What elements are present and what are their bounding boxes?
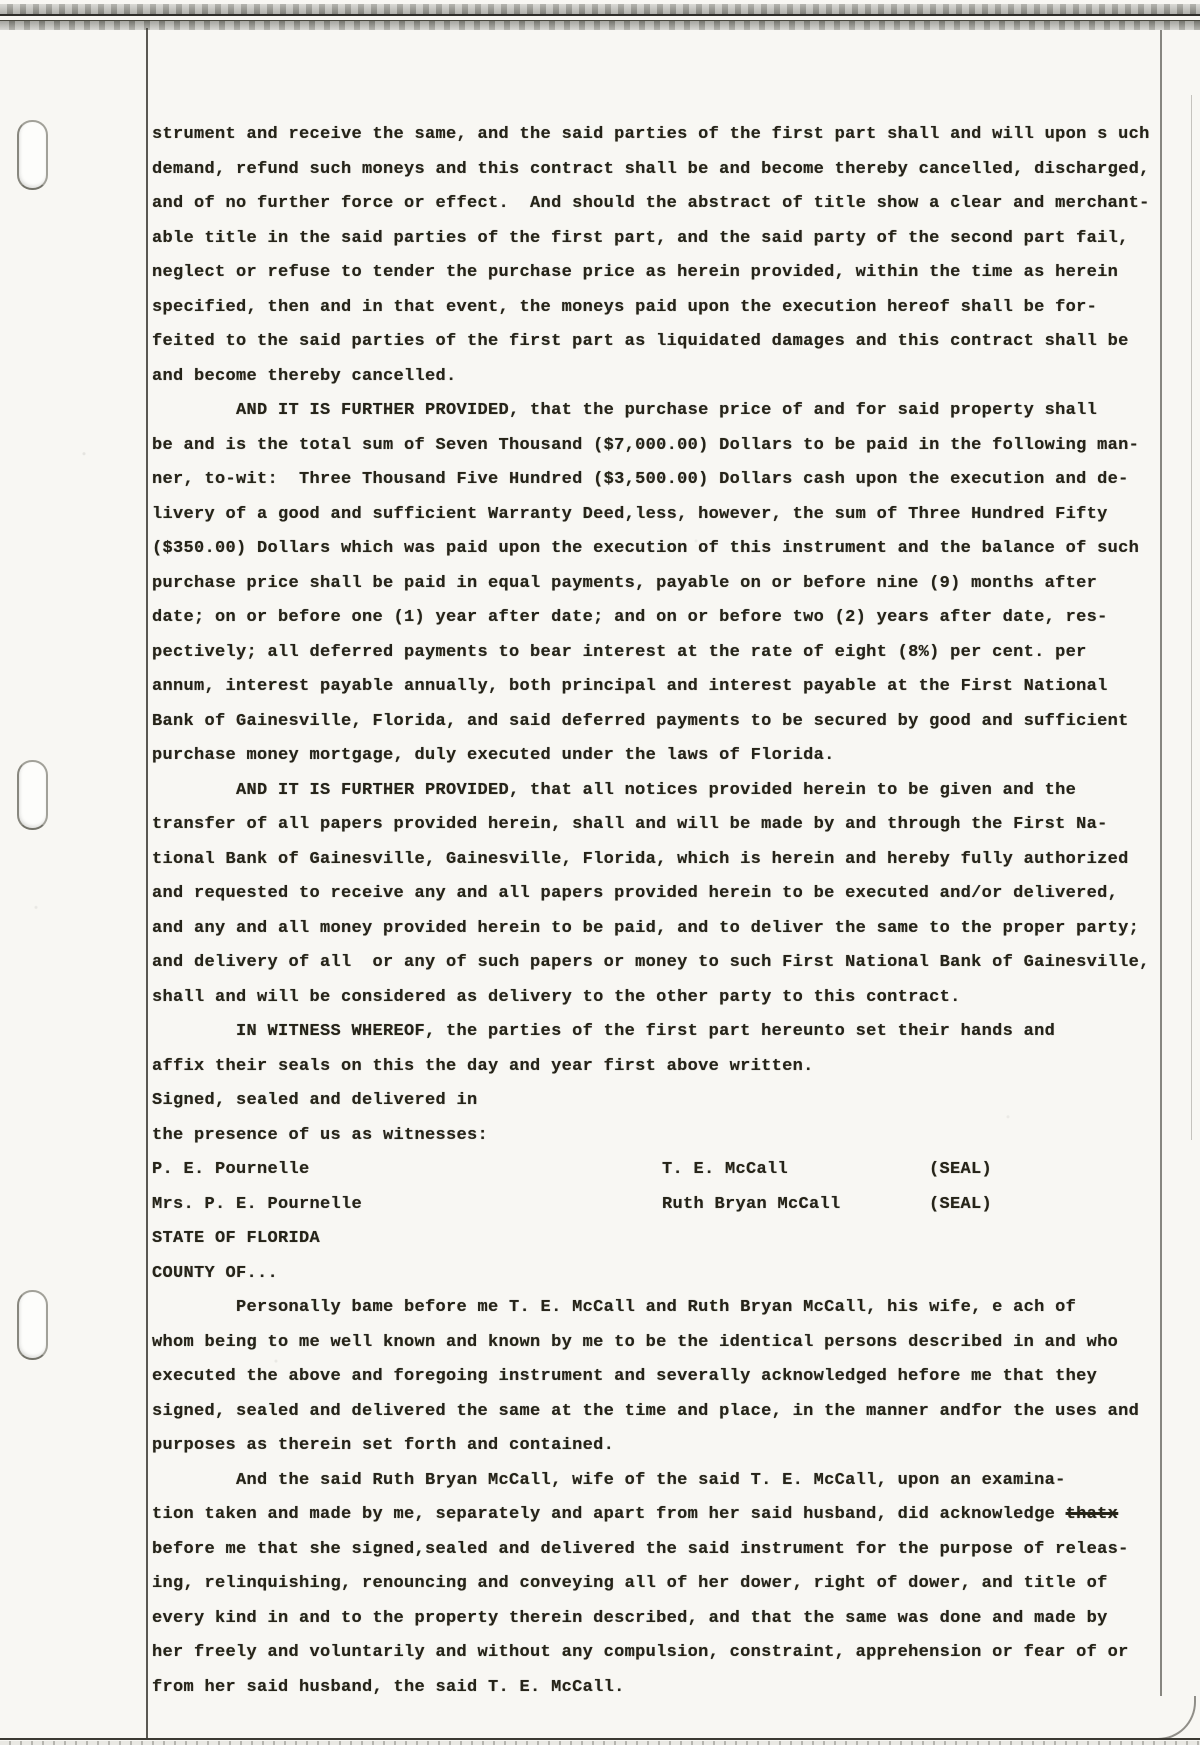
document-line: purposes as therein set forth and contained.	[152, 1436, 615, 1455]
document-line: whom being to me well known and known by me to be the identical persons described in and who	[152, 1332, 1119, 1352]
document-line: purchase price shall be paid in equal payments, payable on or before nine (9) months after	[152, 573, 1098, 593]
signature-text: (SEAL)	[929, 1160, 993, 1179]
document-line: date; on or before one (1) year after date; and on or before two (2) years after date, res-	[152, 608, 1108, 627]
signature-text: P. E. Pournelle	[152, 1160, 310, 1179]
signature-text: (SEAL)	[929, 1194, 993, 1214]
right-edge-faint-rule	[1191, 95, 1192, 1140]
document-line: signed, sealed and delivered the same at the time and place, in the manner andfor the uses and	[152, 1401, 1140, 1421]
document-line: IN WITNESS WHEREOF, the parties of the first part hereunto set their hands and	[152, 1022, 1056, 1041]
document-line: ing, relinquishing, renouncing and conveying all of her dower, right of dower, and title of	[152, 1574, 1108, 1593]
binding-hole-bottom	[17, 1290, 48, 1360]
document-line: strument and receive the same, and the said parties of the first part shall and will upon s uch	[152, 125, 1150, 144]
document-line: livery of a good and sufficient Warranty Deed,less, however, the sum of Three Hundred Fifty	[152, 504, 1108, 524]
document-line: affix their seals on this the day and year first above written.	[152, 1056, 814, 1076]
document-line: Personally bame before me T. E. McCall and Ruth Bryan McCall, his wife, e ach of	[152, 1298, 1077, 1317]
document-line: able title in the said parties of the first part, and the said party of the second part fail,	[152, 228, 1129, 248]
document-line: specified, then and in that event, the moneys paid upon the execution hereof shall be for-	[152, 297, 1098, 317]
document-line	[152, 1153, 1167, 1188]
document-line: ($350.00) Dollars which was paid upon the execution of this instrument and the balance of such	[152, 539, 1140, 558]
document-line	[152, 1188, 1167, 1223]
document-line: And the said Ruth Bryan McCall, wife of the said T. E. McCall, upon an examina-	[152, 1470, 1066, 1490]
document-line: COUNTY OF...	[152, 1263, 279, 1283]
document-line: Signed, sealed and delivered in	[152, 1091, 478, 1110]
struck-out-word: thatx	[1065, 1505, 1119, 1524]
document-line: ner, to-wit: Three Thousand Five Hundred ($3,500.00) Dollars cash upon the execution and de-	[152, 470, 1129, 489]
scan-top-edge-band-2	[0, 20, 1200, 30]
document-line: the presence of us as witnesses:	[152, 1125, 489, 1145]
scan-bottom-edge-strip	[0, 1741, 1200, 1745]
document-line: Bank of Gainesville, Florida, and said deferred payments to be secured by good and sufficient	[152, 711, 1129, 731]
document-line: and any and all money provided herein to be paid, and to deliver the same to the proper party;	[152, 918, 1140, 938]
binding-hole-top	[17, 120, 48, 190]
document-line: from her said husband, the said T. E. McCall.	[152, 1677, 625, 1697]
document-line: pectively; all deferred payments to bear interest at the rate of eight (8%) per cent. per	[152, 642, 1087, 662]
signature-text: Mrs. P. E. Pournelle	[152, 1194, 363, 1214]
bottom-page-rule	[0, 1738, 1200, 1740]
document-line: and become thereby cancelled.	[152, 366, 457, 386]
document-line: AND IT IS FURTHER PROVIDED, that all notices provided herein to be given and the	[152, 780, 1077, 800]
document-line: and requested to receive any and all papers provided herein to be executed and/or delivered,	[152, 884, 1119, 903]
document-line: annum, interest payable annually, both principal and interest payable at the First National	[152, 677, 1108, 696]
document-line: AND IT IS FURTHER PROVIDED, that the purchase price of and for said property shall	[152, 401, 1098, 420]
document-lines	[152, 118, 1167, 1705]
document-line: before me that she signed,sealed and delivered the said instrument for the purpose of releas-	[152, 1539, 1129, 1559]
document-line: transfer of all papers provided herein, shall and will be made by and through the First Na-	[152, 815, 1108, 834]
document-line: purchase money mortgage, duly executed under the laws of Florida.	[152, 746, 835, 765]
left-margin-rule	[146, 28, 148, 1740]
document-line: STATE OF FLORIDA	[152, 1229, 321, 1248]
document-line: tional Bank of Gainesville, Gainesville, Florida, which is herein and hereby fully authorized	[152, 849, 1129, 869]
binding-hole-middle	[17, 760, 48, 830]
document-line: tion taken and made by me, separately and apart from her said husband, did acknowledge thatx	[152, 1505, 1119, 1524]
scan-top-edge-band	[0, 4, 1200, 16]
document-line: and of no further force or effect. And should the abstract of title show a clear and merchant-	[152, 194, 1150, 213]
document-line: her freely and voluntarily and without any compulsion, constraint, apprehension or fear of or	[152, 1643, 1129, 1662]
document-line: shall and will be considered as delivery to the other party to this contract.	[152, 987, 961, 1007]
document-line: and delivery of all or any of such papers or money to such First National Bank of Gainesville,	[152, 953, 1150, 972]
signature-text: Ruth Bryan McCall	[662, 1194, 841, 1214]
document-line: executed the above and foregoing instrument and severally acknowledged hefore me that they	[152, 1367, 1098, 1386]
document-line: feited to the said parties of the first part as liquidated damages and this contract shall be	[152, 332, 1129, 351]
document-line: neglect or refuse to tender the purchase price as herein provided, within the time as herein	[152, 263, 1119, 282]
signature-text: T. E. McCall	[662, 1160, 789, 1179]
document-line: every kind in and to the property therein described, and that the same was done and made by	[152, 1608, 1108, 1628]
document-line: be and is the total sum of Seven Thousand ($7,000.00) Dollars to be paid in the following man-	[152, 435, 1140, 455]
document-line: demand, refund such moneys and this contract shall be and become thereby cancelled, discharged,	[152, 159, 1150, 179]
